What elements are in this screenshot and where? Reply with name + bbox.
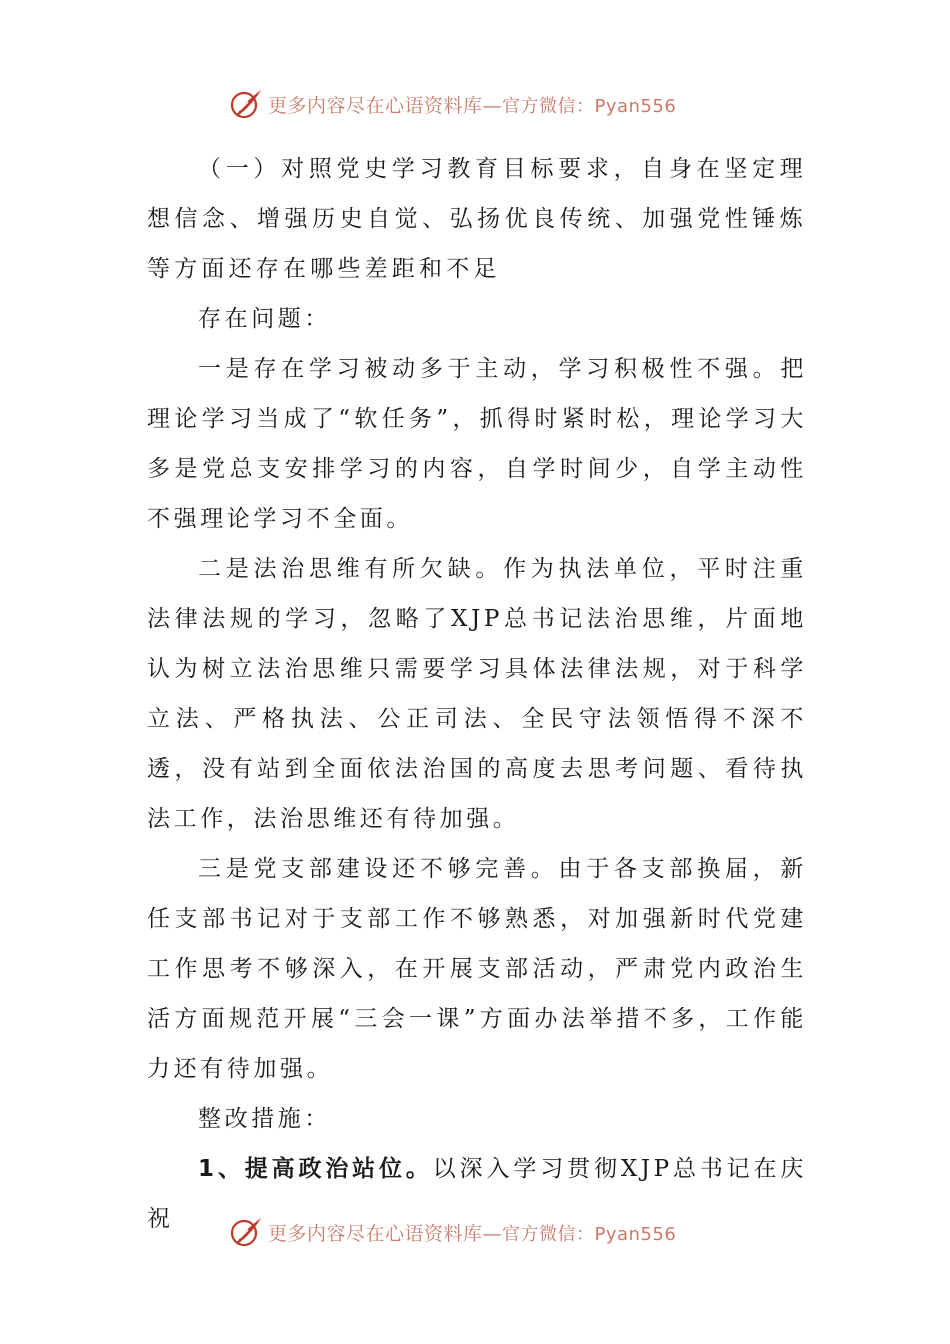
paragraph-problem-2: 二是法治思维有所欠缺。作为执法单位，平时注重法律法规的学习，忽略了XJP总书记法治思维，片面地认为树立法治思维只需要学习具体法律法规，对于科学立法、严格执法、公正司法、全民守法领悟得不深不透，没有站到全面依法治国的高度去思考问题、看待执法工作，法治思维还有待加强。 [147, 556, 807, 832]
quill-logo-icon [228, 1214, 264, 1250]
banner-text [268, 1219, 676, 1246]
banner-main-text: 更多内容尽在心语资料库 [268, 94, 483, 117]
banner-dash: — [482, 1222, 503, 1245]
header-watermark-banner [228, 84, 788, 124]
paragraph-problem-1: 一是存在学习被动多于主动，学习积极性不强。把理论学习当成了“软任务”，抓得时紧时松，理论学习大多是党总支安排学习的内容，自学时间少，自学主动性不强理论学习不全面。 [147, 356, 807, 532]
banner-main-text: 更多内容尽在心语资料库 [268, 1222, 483, 1245]
document-body [147, 144, 807, 1244]
banner-dash: — [482, 94, 503, 117]
footer-watermark-banner [228, 1212, 788, 1252]
paragraph-problem-3: 三是党支部建设还不够完善。由于各支部换届，新任支部书记对于支部工作不够熟悉，对加强新时代党建工作思考不够深入，在开展支部活动，严肃党内政治生活方面规范开展“三会一课”方面办法举措不多，工作能力还有待加强。 [147, 856, 807, 1082]
measure-1-lead: 1、提高政治站位。 [198, 1156, 433, 1182]
measure-1-text: 以深入学习贯彻XJP总书记在庆祝 [147, 1156, 808, 1232]
banner-wechat-text: 官方微信：Pyan556 [502, 95, 677, 117]
section-heading: （一）对照党史学习教育目标要求，自身在坚定理想信念、增强历史自觉、弘扬优良传统、加强党性锤炼等方面还存在哪些差距和不足 [147, 156, 807, 282]
quill-logo-icon [228, 86, 264, 122]
banner-text [268, 91, 676, 118]
problems-label: 存在问题： [198, 306, 331, 332]
banner-wechat-text: 官方微信：Pyan556 [502, 1223, 677, 1245]
measures-label: 整改措施： [198, 1106, 331, 1132]
